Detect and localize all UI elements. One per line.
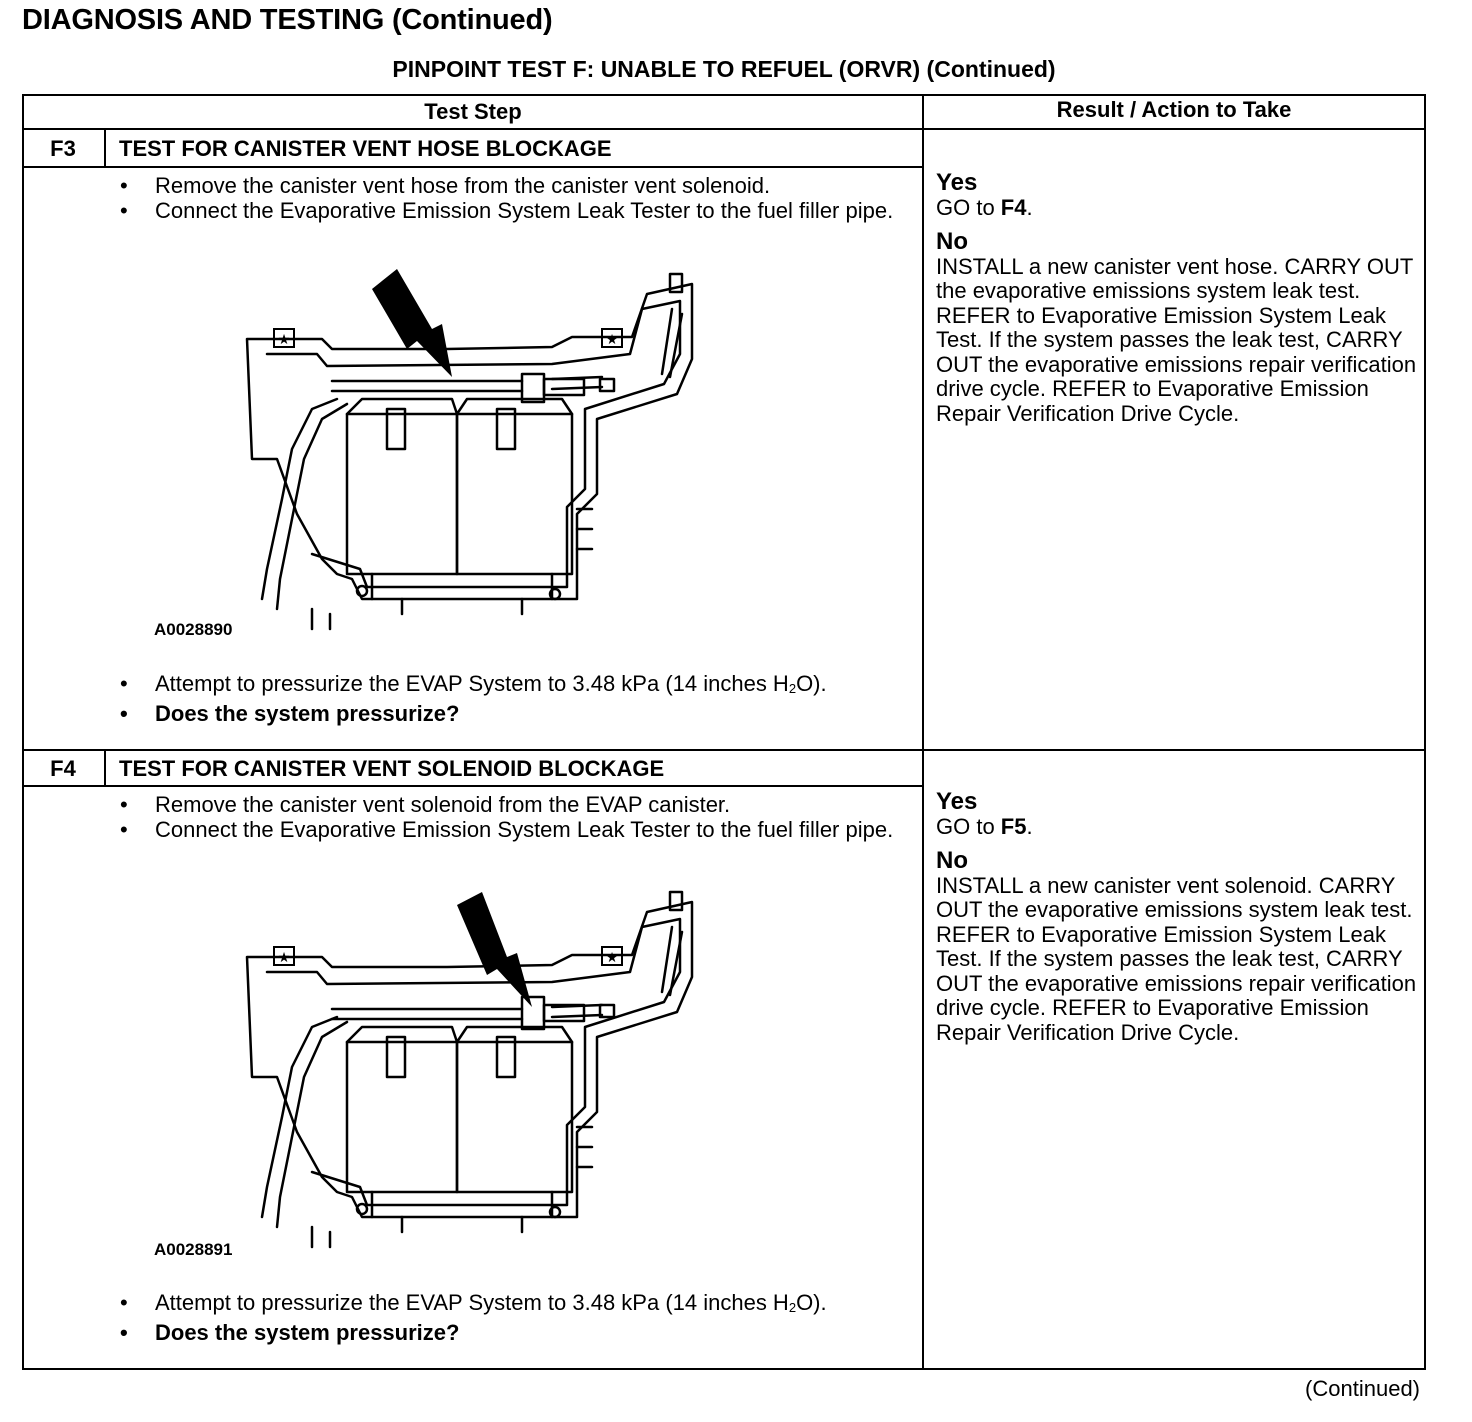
yes-action: GO to F4. [936, 195, 1033, 220]
figure-label: A0028891 [154, 1240, 233, 1259]
svg-text:★: ★ [605, 950, 619, 966]
step-instructions-after [117, 1290, 897, 1345]
no-action: INSTALL a new canister vent hose. CARRY OUT the evaporative emissions system leak test. REFER to Evaporative Emission System Leak Test. If the system passes the leak test, CARRY OUT the evaporative emissions repair verification drive cycle. REFER to Evaporative Emission Repair Verification Drive Cycle. [936, 253, 1417, 426]
instruction-text: O). [796, 671, 827, 696]
svg-text:★: ★ [277, 332, 291, 348]
instruction-item: • Remove the canister vent hose from the canister vent solenoid. [117, 173, 897, 198]
pointer-arrow-icon [372, 269, 452, 377]
pinpoint-test-table [22, 94, 1426, 1370]
instruction-item: • Connect the Evaporative Emission System Leak Tester to the fuel filler pipe. [117, 198, 897, 223]
step-title: TEST FOR CANISTER VENT SOLENOID BLOCKAGE [119, 756, 665, 781]
step-question: • Does the system pressurize? [117, 1320, 897, 1345]
yes-action: GO to F5. [936, 814, 1033, 839]
instruction-text: O). [796, 1290, 827, 1315]
step-id: F3 [50, 136, 76, 161]
subscript-text: 2 [788, 681, 797, 696]
pointer-arrow-icon [457, 892, 532, 1007]
svg-text:★: ★ [605, 332, 619, 348]
star-bolt-icon [602, 947, 622, 966]
step-instructions-after [117, 671, 897, 726]
step-question: • Does the system pressurize? [117, 701, 897, 726]
step-title: TEST FOR CANISTER VENT HOSE BLOCKAGE [119, 136, 612, 161]
instruction-text: Attempt to pressurize the EVAP System to 3.48 kPa (14 inches H [155, 671, 789, 696]
yes-label: Yes [936, 169, 978, 196]
no-label: No [936, 846, 968, 874]
instruction-item [117, 671, 897, 701]
svg-text:★: ★ [277, 950, 291, 966]
figure-label: A0028890 [154, 620, 233, 639]
goto-link[interactable]: F4 [1000, 195, 1027, 220]
instruction-item: • Connect the Evaporative Emission System Leak Tester to the fuel filler pipe. [117, 817, 897, 842]
step-instructions [117, 792, 897, 842]
instruction-text: Attempt to pressurize the EVAP System to 3.48 kPa (14 inches H [155, 1290, 789, 1315]
result-action [936, 789, 1422, 1045]
no-action: INSTALL a new canister vent solenoid. CARRY OUT the evaporative emissions system leak test. REFER to Evaporative Emission System Leak Test. If the system passes the leak test, CARRY OUT the evaporative emissions repair verification drive cycle. REFER to Evaporative Emission Repair Verification Drive Cycle. [936, 872, 1417, 1045]
table-title: PINPOINT TEST F: UNABLE TO REFUEL (ORVR) (Continued) [392, 56, 1056, 82]
step-instructions [117, 173, 897, 223]
step-id: F4 [50, 756, 76, 781]
continued-footer: (Continued) [1305, 1376, 1420, 1401]
instruction-item: • Remove the canister vent solenoid from the EVAP canister. [117, 792, 897, 817]
instruction-item [117, 1290, 897, 1320]
page-title: DIAGNOSIS AND TESTING (Continued) [22, 4, 553, 36]
goto-link[interactable]: F5 [1000, 814, 1027, 839]
yes-label: Yes [936, 788, 978, 815]
no-label: No [936, 227, 968, 255]
canister-diagram-figure [222, 269, 702, 639]
star-bolt-icon [602, 329, 622, 348]
canister-diagram-figure [222, 887, 702, 1257]
subscript-text: 2 [788, 1300, 797, 1315]
header-test-step: Test Step [424, 99, 522, 124]
header-result-action: Result / Action to Take [1056, 97, 1292, 122]
result-action [936, 170, 1422, 426]
